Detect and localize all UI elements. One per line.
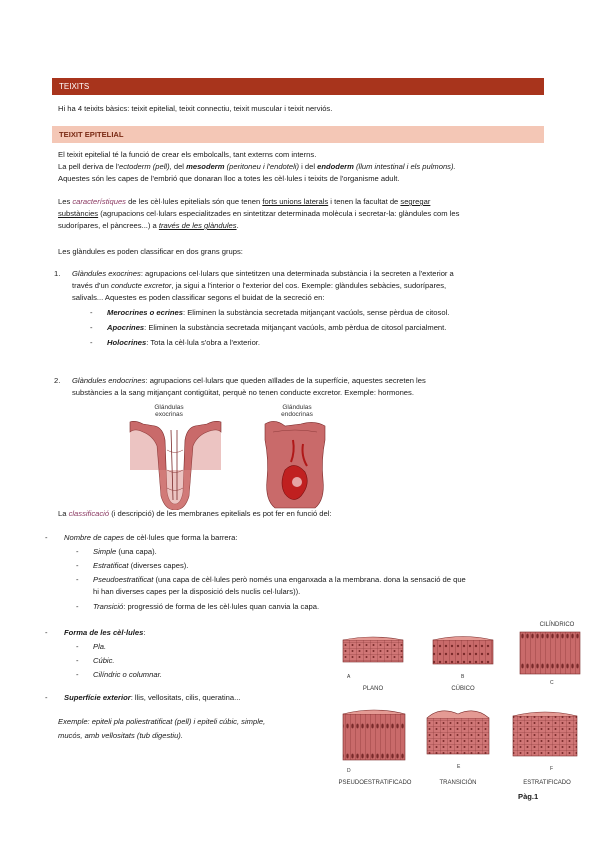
example-line2: mucós, amb vellositats (tub digestiu). [58,731,183,740]
item1-sub1: Merocrines o ecrines: Eliminen la substància secretada mitjançant vacúols, sense pèrdua de citosol. [107,308,450,317]
estratificado-tissue [513,712,577,756]
pseudoestratificado-tissue [343,710,405,760]
fig1-label-right-1: Glándulas [282,404,312,411]
item1-sub1-dash: - [90,308,93,317]
section-title: TEIXIT EPITELIAL [52,126,544,143]
list3-title: Superfície exterior: llis, vellositats, cilis, queratina... [64,693,241,702]
intro-text: Hi ha 4 teixits bàsics: teixit epitelial, teixit connectiu, teixit muscular i teixit nerviós. [58,104,333,113]
list2-sub3: Cilíndric o columnar. [93,670,162,679]
list2-sub2: Cúbic. [93,656,115,665]
list2-sub1-dash: - [76,642,79,651]
p1-line1: El teixit epitelial té la funció de crear els embolcalls, tant externs com interns. [58,150,317,159]
fig2-label-cubico: CÚBICO [451,686,475,692]
fig2-label-cilindrico: CILÍNDRICO [539,622,575,628]
item2-line1: Glàndules endocrines: agrupacions cel·lulars que queden aïllades de la superfície, aquestes secreten les [72,376,426,385]
list1-sub1: Simple (una capa). [93,547,157,556]
list2-title: Forma de les cèl·lules: [64,628,146,637]
list1-sub2-dash: - [76,561,79,570]
list1-sub4-dash: - [76,602,79,611]
item1-sub3: Holocrines: Tota la cèl·lula s'obra a l'exterior. [107,338,261,347]
list2-sub3-dash: - [76,670,79,679]
page-number: Pàg.1 [518,792,539,801]
exocrine-gland-illustration [130,421,221,510]
item1-number: 1. [54,269,61,278]
fig2-label-pseudo: PSEUDOESTRATIFICADO [338,780,412,786]
classif-text: La classificació (i descripció) de les membranes epitelials es pot fer en funció del: [58,509,332,518]
p2-line3: sudorípares, el pàncrees...) a través de les glàndules. [58,221,239,230]
fig2-label-estratificado: ESTRATIFICADO [523,780,571,786]
fig2-small-c: C [550,680,554,686]
endocrine-gland-illustration [265,421,325,508]
list1-title: Nombre de capes de cèl·lules que forma la barrera: [64,533,238,542]
list2-sub2-dash: - [76,656,79,665]
item1-line1: Glàndules exocrines: agrupacions cel·lulars que sintetitzen una determinada substància i la secreten a l'exterior a [72,269,454,278]
list1-sub4: Transició: progressió de forma de les cèl·lules quan canvia la capa. [93,602,320,611]
fig2-small-a: A [347,674,351,680]
list1-sub3: Pseudoestratificat (una capa de cèl·lules però només una enganxada a la membrana. dona la sensació de que [93,575,466,584]
fig2-small-f: F [550,766,554,772]
list2-dash: - [45,628,48,637]
cilindrico-tissue [520,632,580,674]
page-header-title: TEIXITS [52,78,544,95]
item1-sub2-dash: - [90,323,93,332]
plano-tissue [343,637,403,662]
p2-line1: Les característiques de les cèl·lules epitelials són que tenen forts unions laterals i tenen la facultat de segregar [58,197,431,206]
list1-sub3-cont: hi han diverses capes per la disposició dels nuclis cel·lulars)). [93,587,301,596]
list1-sub1-dash: - [76,547,79,556]
p2-line2: substàncies (agrupacions cel·lulars especialitzades en sintetitzar determinada molècula i secretar-la: glàndules com les [58,209,460,218]
list3-dash: - [45,693,48,702]
list2-sub1: Pla. [93,642,107,651]
item1-sub3-dash: - [90,338,93,347]
list1-dash: - [45,533,48,542]
glands-figure [125,400,330,510]
fig1-label-left-2: exocrinas [155,411,183,418]
list1-sub3-dash: - [76,575,79,584]
epithelium-types-figure [335,618,585,790]
transicion-tissue [427,711,489,754]
fig2-small-b: B [461,674,465,680]
cubico-tissue [433,637,493,665]
glands-intro: Les glàndules es poden classificar en dos grans grups: [58,247,243,256]
p1-line2: La pell deriva de l'ectoderm (pell), del mesoderm (peritoneu i l'endoteli) i del endoderm (llum intestinal i els pulmons). [58,162,456,171]
example-line1: Exemple: epiteli pla poliestratificat (pell) i epiteli cúbic, simple, [58,717,266,726]
item1-sub2: Apocrines: Eliminen la substància secretada mitjançant vacúols, amb pèrdua de citosol parcialment. [107,323,447,332]
fig2-small-e: E [457,764,461,770]
p1-line3: Aquestes són les capes de l'embrió que donaran lloc a totes les cèl·lules i teixits de l'organisme adult. [58,174,400,183]
fig2-small-d: D [347,768,351,774]
item2-line2: substàncies a la sang mitjançant contigüitat, perquè no tenen conducte excretor. Exemple: hormones. [72,388,414,397]
fig1-label-left-1: Glándulas [154,404,184,411]
item1-line3: salivals... Aquestes es poden classificar segons el buidat de la secreció en: [72,293,325,302]
fig2-label-transicion: TRANSICIÓN [439,780,477,786]
list1-sub2: Estratificat (diverses capes). [93,561,189,570]
item1-line2: través d'un conducte excretor, ja sigui a l'interior o l'exterior del cos. Exemple: glàndules sebàcies, sudorípares, [72,281,447,290]
item2-number: 2. [54,376,61,385]
fig2-label-plano: PLANO [362,686,384,692]
fig1-label-right-2: endocrinas [281,411,313,418]
